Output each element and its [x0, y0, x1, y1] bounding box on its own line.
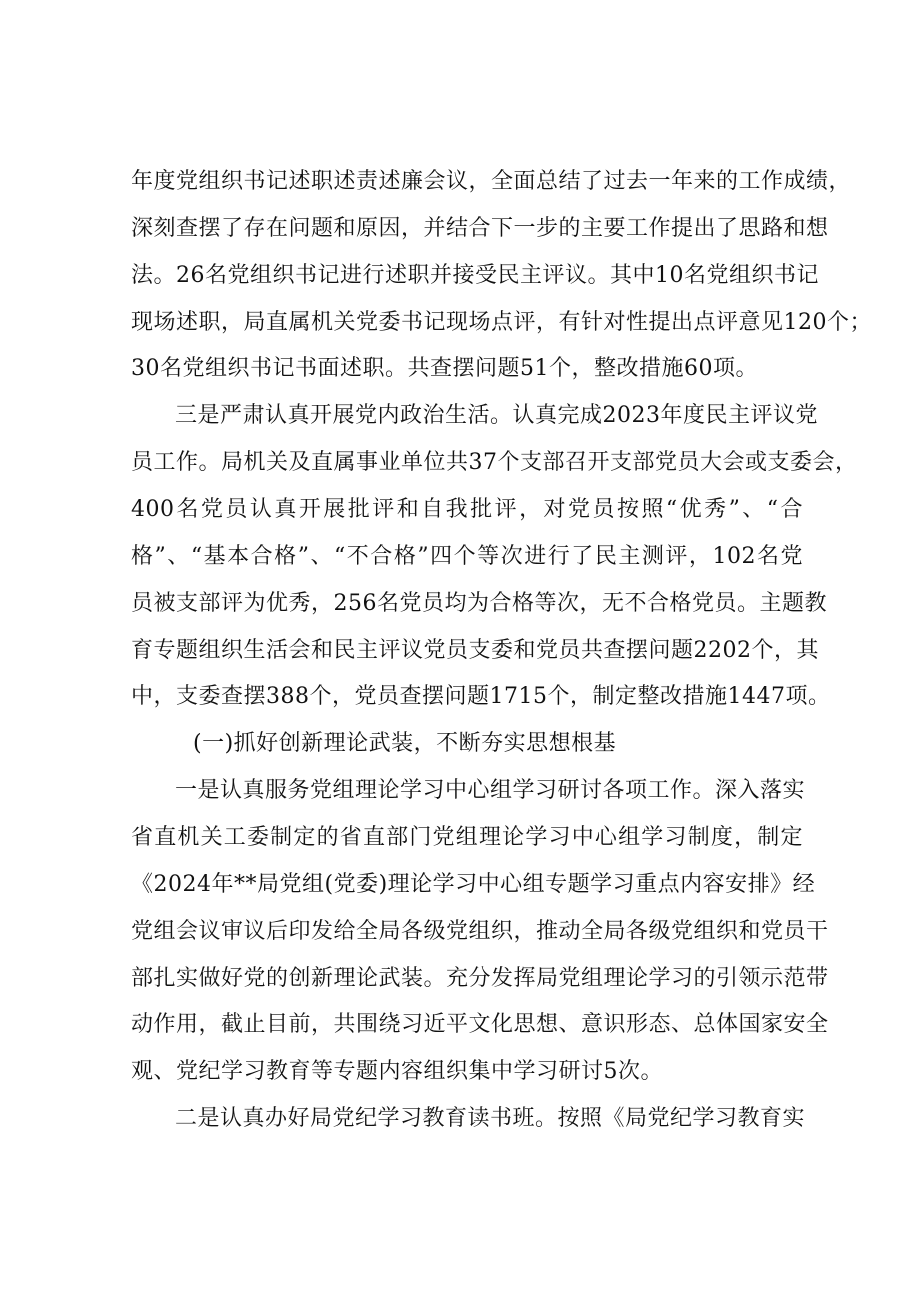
paragraph-line: 深刻查摆了存在问题和原因，并结合下一步的主要工作提出了思路和想 [131, 216, 829, 241]
paragraph-line: 动作用，截止目前，共围绕习近平文化思想、意识形态、总体国家安全 [131, 1012, 829, 1037]
paragraph-line: 年度党组织书记述职述责述廉会议，全面总结了过去一年来的工作成绩， [131, 169, 852, 194]
paragraph-line: 法。26名党组织书记进行述职并接受民主评议。其中10名党组织书记 [131, 263, 819, 288]
paragraph-line: 育专题组织生活会和民主评议党员支委和党员共查摆问题2202个，其 [131, 638, 819, 663]
paragraph-line: 400名党员认真开展批评和自我批评，对党员按照“优秀”、“合 [131, 497, 803, 522]
paragraph-line: 观、党纪学习教育等专题内容组织集中学习研讨5次。 [131, 1059, 663, 1084]
paragraph-line: 30名党组织书记书面述职。共查摆问题51个，整改措施60项。 [131, 356, 758, 381]
paragraph-line: 员工作。局机关及直属事业单位共37个支部召开支部党员大会或支委会， [131, 450, 858, 475]
paragraph-line: 一是认真服务党组理论学习中心组学习研讨各项工作。深入落实 [175, 778, 806, 803]
paragraph-line: 部扎实做好党的创新理论武装。充分发挥局党组理论学习的引领示范带 [131, 966, 829, 991]
paragraph-line: 省直机关工委制定的省直部门党组理论学习中心组学习制度，制定 [131, 825, 803, 850]
paragraph-line: 党组会议审议后印发给全局各级党组织，推动全局各级党组织和党员干 [131, 919, 829, 944]
paragraph-line: 二是认真办好局党纪学习教育读书班。按照《局党纪学习教育实 [175, 1106, 806, 1131]
paragraph-line: 格”、“基本合格”、“不合格”四个等次进行了民主测评，102名党 [131, 544, 803, 569]
section-heading: (一)抓好创新理论武装，不断夯实思想根基 [193, 731, 617, 756]
paragraph-line: 现场述职，局直属机关党委书记现场点评，有针对性提出点评意见120个； [131, 310, 872, 335]
paragraph-line: 中，支委查摆388个，党员查摆问题1715个，制定整改措施1447项。 [131, 684, 831, 709]
paragraph-line: 员被支部评为优秀，256名党员均为合格等次，无不合格党员。主题教 [131, 591, 827, 616]
paragraph-line: 三是严肃认真开展党内政治生活。认真完成2023年度民主评议党 [175, 403, 818, 428]
paragraph-line: 《2024年**局党组(党委)理论学习中心组专题学习重点内容安排》经 [131, 872, 816, 897]
